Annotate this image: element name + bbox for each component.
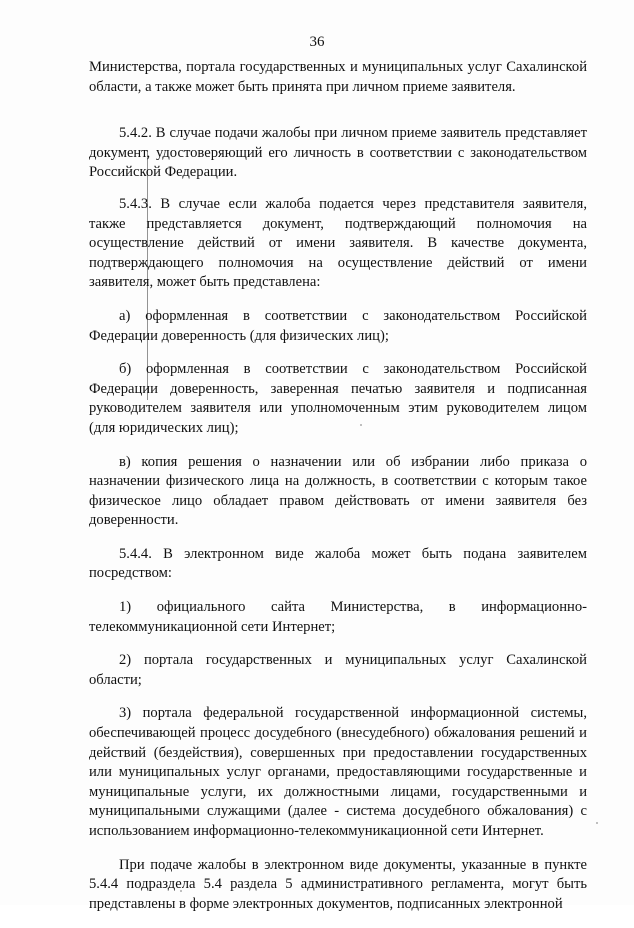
page-number: 36 [309, 34, 325, 50]
paragraph-item-3: 3) портала федеральной государственной информационной системы, обеспечивающей процесс досудебного (внесудебного) обжалования решений и действий (бездействия), совершенных при предоставлении государственных или муниципальных услуг органами, предоставляющими государственные и муниципальные услуги, их должностными лицами, государственными и муниципальными служащими (далее - система досудебного обжалования) с использованием информационно-телекоммуникационной сети Интернет. [89, 705, 587, 839]
paragraph-continuation: Министерства, портала государственных и муниципальных услуг Сахалинской области, а также может быть принята при личном приеме заявителя. [89, 59, 587, 95]
paragraph-item-v: в) копия решения о назначении или об избрании либо приказа о назначении физического лица на должность, в соответствии с которым такое физическое лицо обладает правом действовать от имени заявителя без доверенности. [89, 453, 587, 529]
paragraph-5-4-2: 5.4.2. В случае подачи жалобы при личном приеме заявитель представляет документ, удостоверяющий его личность в соответствии с законодательством Российской Федерации. [89, 125, 587, 181]
paragraph-item-b: б) оформленная в соответствии с законодательством Российской Федерации доверенность, заверенная печатью заявителя и подписанная руководителем заявителя или уполномоченным этим руководителем лицом (для юридических лиц); [89, 361, 587, 436]
document-body [89, 58, 587, 928]
paragraph-electronic-documents: При подаче жалобы в электронном виде документы, указанные в пункте 5.4.4 подраздела 5.4 раздела 5 административного регламента, могут быть представлены в форме электронных документов, подписанных электронной [89, 856, 587, 912]
paragraph-item-a: а) оформленная в соответствии с законодательством Российской Федерации доверенность (для физических лиц); [89, 307, 587, 344]
scan-artifact-dot [596, 822, 598, 824]
paragraph-item-2: 2) портала государственных и муниципальных услуг Сахалинской области; [89, 652, 587, 688]
paragraph-5-4-3: 5.4.3. В случае если жалоба подается через представителя заявителя, также представляется документ, подтверждающий полномочия на осуществление действий от имени заявителя. В качестве документа, подтверждающего полномочия на осуществление действий от имени заявителя, может быть представлена: [89, 195, 587, 291]
paragraph-5-4-4: 5.4.4. В электронном виде жалоба может быть подана заявителем посредством: [89, 545, 587, 582]
paragraph-item-1: 1) официального сайта Министерства, в информационно-телекоммуникационной сети Интернет; [89, 599, 587, 635]
